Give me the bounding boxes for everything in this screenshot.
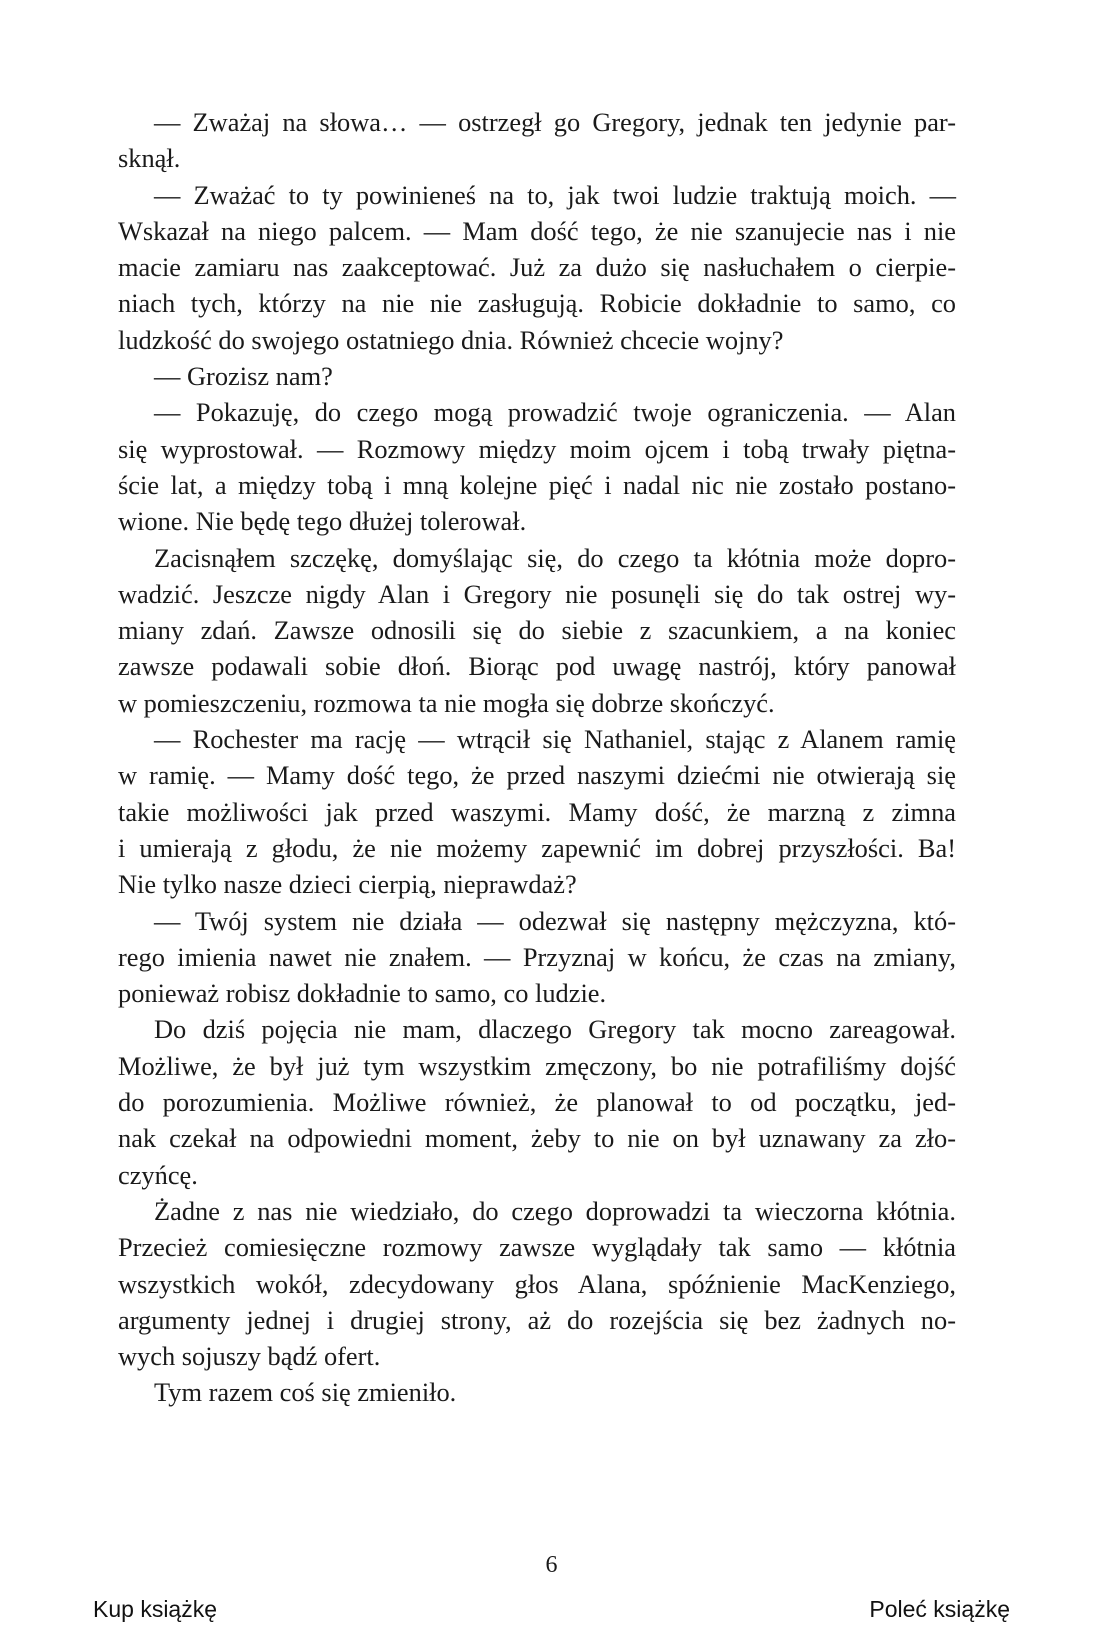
text-line: Zacisnąłem szczękę, domyślając się, do czego ta kłótnia może dopro- [154,542,956,573]
text-line: wszystkich wokół, zdecydowany głos Alana, spóźnienie MacKenziego, [118,1268,956,1299]
text-line: nak czekał na odpowiedni moment, żeby to nie on był uznawany za zło- [118,1123,956,1154]
text-line: argumenty jednej i drugiej strony, aż do rozejścia się bez żadnych no- [118,1304,956,1335]
text-line: się wyprostował. — Rozmowy między moim ojcem i tobą trwały piętna- [118,433,956,464]
text-line: Żadne z nas nie wiedziało, do czego doprowadzi ta wieczorna kłótnia. [154,1195,956,1226]
text-line: Możliwe, że był już tym wszystkim zmęczony, bo nie potrafiliśmy dojść [118,1050,956,1081]
text-line: ście lat, a między tobą i mną kolejne pięć i nadal nic nie zostało postano- [118,469,956,500]
text-line: ponieważ robisz dokładnie to samo, co ludzie. [118,978,607,1009]
text-line: zawsze podawali sobie dłoń. Biorąc pod uwagę nastrój, który panował [118,651,956,682]
text-line: sknął. [118,143,181,174]
text-line: Wskazał na niego palcem. — Mam dość tego, że nie szanujecie nas i nie [118,215,956,246]
buy-book-link[interactable]: Kup książkę [93,1596,218,1622]
text-line: Przecież comiesięczne rozmowy zawsze wyglądały tak samo — kłótnia [118,1232,956,1263]
recommend-book-link[interactable]: Poleć książkę [869,1596,1010,1622]
text-line: — Grozisz nam? [154,361,333,392]
text-line: takie możliwości jak przed waszymi. Mamy dość, że marzną z zimna [118,796,956,827]
text-line: w pomieszczeniu, rozmowa ta nie mogła się dobrze skończyć. [118,687,775,718]
text-line: czyńcę. [118,1159,198,1190]
text-line: — Pokazuję, do czego mogą prowadzić twoje ograniczenia. — Alan [154,397,956,428]
text-line: wadzić. Jeszcze nigdy Alan i Gregory nie posunęli się do tak ostrej wy- [118,578,956,609]
text-line: ludzkość do swojego ostatniego dnia. Również chcecie wojny? [118,324,784,355]
text-line: macie zamiaru nas zaakceptować. Już za dużo się nasłuchałem o cierpie- [118,252,956,283]
text-line: — Rochester ma rację — wtrącił się Nathaniel, stając z Alanem ramię [154,724,956,755]
text-line: rego imienia nawet nie znałem. — Przyznaj w końcu, że czas na zmiany, [118,941,956,972]
text-line: Do dziś pojęcia nie mam, dlaczego Gregory tak mocno zareagował. [154,1014,956,1045]
text-line: wione. Nie będę tego dłużej tolerował. [118,506,527,537]
text-line: miany zdań. Zawsze odnosili się do siebie z szacunkiem, a na koniec [118,615,956,646]
text-line: w ramię. — Mamy dość tego, że przed naszymi dziećmi nie otwierają się [118,760,956,791]
text-line: — Zważać to ty powinieneś na to, jak twoi ludzie traktują moich. — [154,179,956,210]
body-text [118,104,956,1411]
page-number: 6 [545,1552,558,1578]
text-line: wych sojuszy bądź ofert. [118,1341,381,1372]
text-line: i umierają z głodu, że nie możemy zapewnić im dobrej przyszłości. Ba! [118,832,956,863]
text-line: niach tych, którzy na nie nie zasługują. Robicie dokładnie to samo, co [118,288,956,319]
text-line: Tym razem coś się zmieniło. [154,1377,457,1408]
text-line: Nie tylko nasze dzieci cierpią, nieprawdaż? [118,869,577,900]
text-line: — Twój system nie działa — odezwał się następny mężczyzna, któ- [154,905,956,936]
text-line: — Zważaj na słowa… — ostrzegł go Gregory, jednak ten jedynie par- [154,107,956,137]
text-line: do porozumienia. Możliwe również, że planował to od początku, jed- [118,1087,956,1118]
